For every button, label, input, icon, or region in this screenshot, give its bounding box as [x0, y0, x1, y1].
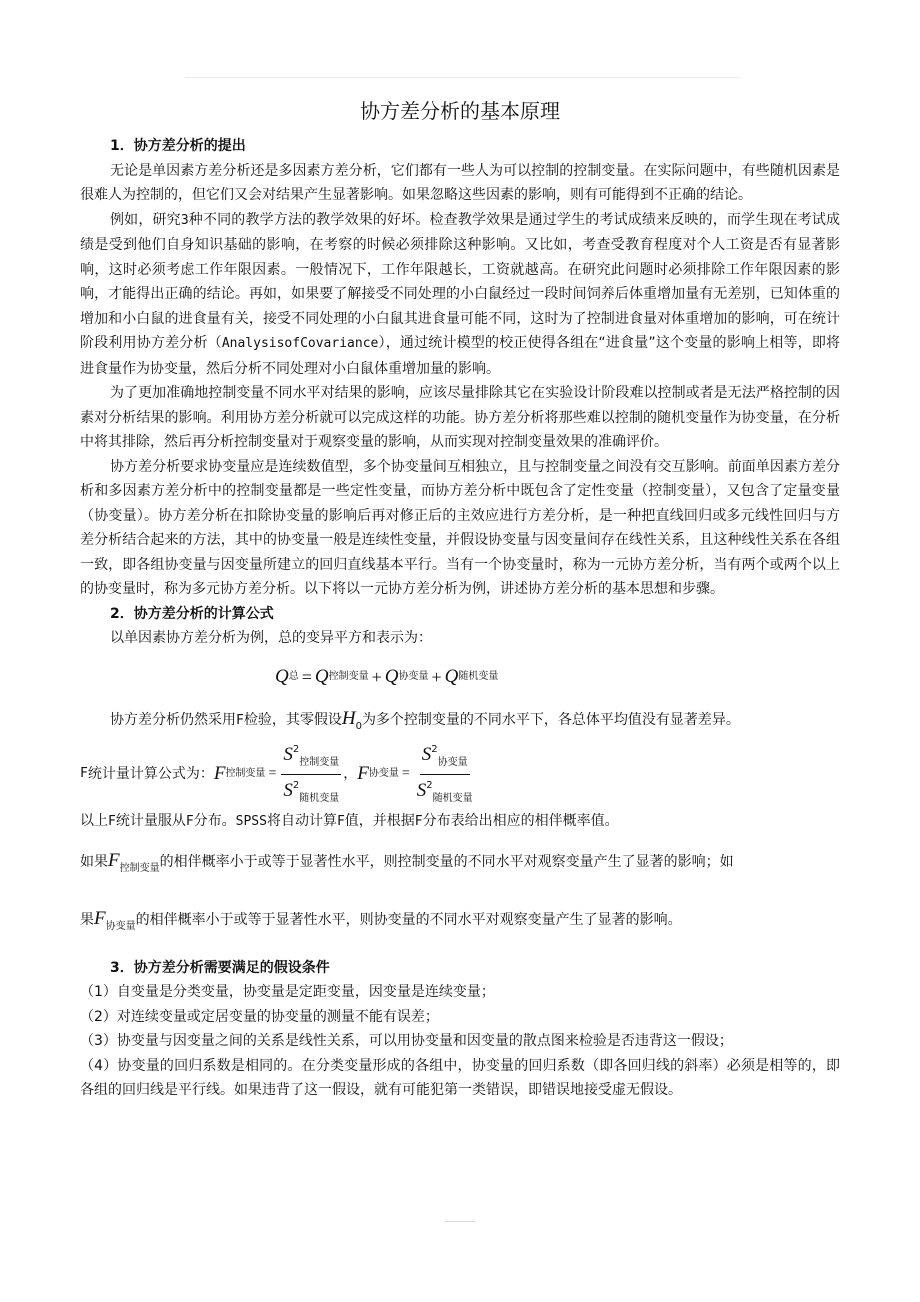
header-rule — [185, 77, 740, 78]
section-2-paragraph-1: 以单因素协方差分析为例，总的变异平方和表示为： — [110, 630, 432, 646]
f-statistic-formula: F 统计量计算公式为： F 控制变量 = $\frac{S^2_{控制变量}}{S^2_{随机变量}}$ ， F 协变量 = $\frac{S^2_{协变量}}{S^2_{随机变量}}$ — [80, 745, 840, 805]
section-1-paragraph-2: 例如，研究3种不同的教学方法的教学效果的好坏。检查教学效果是通过学生的考试成绩来反映的，而学生现在考试成绩是受到他们自身知识基础的影响，在考察的时候必须排除这种影响。又比如，考查受教育程度对个人工资是否有显著影响，这时必须考虑工作年限因素。一般情况下，工作年限越长，工资就越高。在研究此问题时必须排除工作年限因素的影响，才能得出正确的结论。再如，如果要了解接受不同处理的小白鼠经过一段时间饲养后体重增加量有无差别，已知体重的增加和小白鼠的进食量有关，接受不同处理的小白鼠其进食量可能不同，这时为了控制进食量对体重增加的影响，可在统计阶段利用协方差分析（AnalysisofCovariance），通过统计模型的校正使得各组在“进食量”这个变量的影响上相等，即将进食量作为协变量，然后分析不同处理对小白鼠体重增加量的影响。 — [80, 211, 841, 377]
footer-mark — [445, 1221, 475, 1222]
assumption-list — [80, 980, 840, 1103]
section-2-paragraph-5: 果$F_{协变量}$的相伴概率小于或等于显著性水平，则协变量的不同水平对观察变量产生了显著的影响。 — [80, 907, 682, 932]
section-1-paragraph-4: 协方差分析要求协变量应是连续数值型，多个协变量间互相独立，且与控制变量之间没有交互影响。前面单因素方差分析和多因素方差分析中的控制变量都是一些定性变量，而协方差分析中既包含了定性变量（控制变量），又包含了定量变量（协变量）。协方差分析在扣除协变量的影响后再对修正后的主效应进行方差分析，是一种把直线回归或多元线性回归与方差分析结合起来的方法，其中的协变量一般是连续性变量，并假设协变量与因变量间存在线性关系，且这种线性关系在各组一致，即各组协变量与因变量所建立的回归直线基本平行。当有一个协变量时，称为一元协方差分析，当有两个或两个以上的协变量时，称为多元协方差分析。以下将以一元协方差分析为例，讲述协方差分析的基本思想和步骤。 — [80, 458, 840, 597]
section-1-heading: 1．协方差分析的提出 — [110, 138, 246, 154]
section-3-heading: 3．协方差分析需要满足的假设条件 — [110, 959, 330, 976]
list-item: （2）对连续变量或定居变量的协变量的测量不能有误差； — [80, 1008, 439, 1025]
document-body — [80, 134, 840, 1103]
section-2-paragraph-3: 以上F统计量服从F分布。SPSS将自动计算F值，并根据F分布表给出相应的相伴概率值。 — [80, 812, 619, 829]
section-2-heading: 2．协方差分析的计算公式 — [110, 605, 274, 622]
page-title: 协方差分析的基本原理 — [360, 99, 560, 123]
f-covariate-fraction: $\frac{S^2_{协变量}}{S^2_{随机变量}}$ — [415, 740, 475, 809]
section-2-paragraph-2: 协方差分析仍然采用F检验，其零假设$H_0$为多个控制变量的不同水平下，各总体平均值没有显著差异。 — [110, 707, 740, 732]
section-1-paragraph-1: 无论是单因素方差分析还是多因素方差分析，它们都有一些人为可以控制的控制变量。在实际问题中，有些随机因素是很难人为控制的，但它们又会对结果产生显著影响。如果忽略这些因素的影响，则有可能得到不正确的结论。 — [80, 162, 840, 203]
total-variance-equation: Q 总 = Q 控制变量 + Q 协变量 + Q 随机变量 — [275, 666, 499, 688]
ancova-english-term: AnalysisofCovariance — [221, 336, 379, 351]
list-item: （4）协变量的回归系数是相同的。在分类变量形成的各组中，协变量的回归系数（即各回归线的斜率）必须是相等的，即各组的回归线是平行线。如果违背了这一假设，就有可能犯第一类错误，即错误地接受虚无假设。 — [80, 1057, 840, 1098]
section-1-paragraph-3: 为了更加准确地控制变量不同水平对结果的影响，应该尽量排除其它在实验设计阶段难以控制或者是无法严格控制的因素对分析结果的影响。利用协方差分析就可以完成这样的功能。协方差分析将那些难以控制的随机变量作为协变量，在分析中将其排除，然后再分析控制变量对于观察变量的影响，从而实现对控制变量效果的准确评价。 — [80, 385, 840, 450]
f-control-fraction: $\frac{S^2_{控制变量}}{S^2_{随机变量}}$ — [281, 740, 341, 809]
section-2-paragraph-4: 如果$F_{控制变量}$的相伴概率小于或等于显著性水平，则控制变量的不同水平对观察变量产生了显著的影响；如 — [80, 849, 734, 874]
list-item: （1）自变量是分类变量，协变量是定距变量，因变量是连续变量； — [80, 984, 495, 1000]
list-item: （3）协变量与因变量之间的关系是线性关系，可以用协变量和因变量的散点图来检验是否违背这一假设； — [80, 1033, 733, 1049]
